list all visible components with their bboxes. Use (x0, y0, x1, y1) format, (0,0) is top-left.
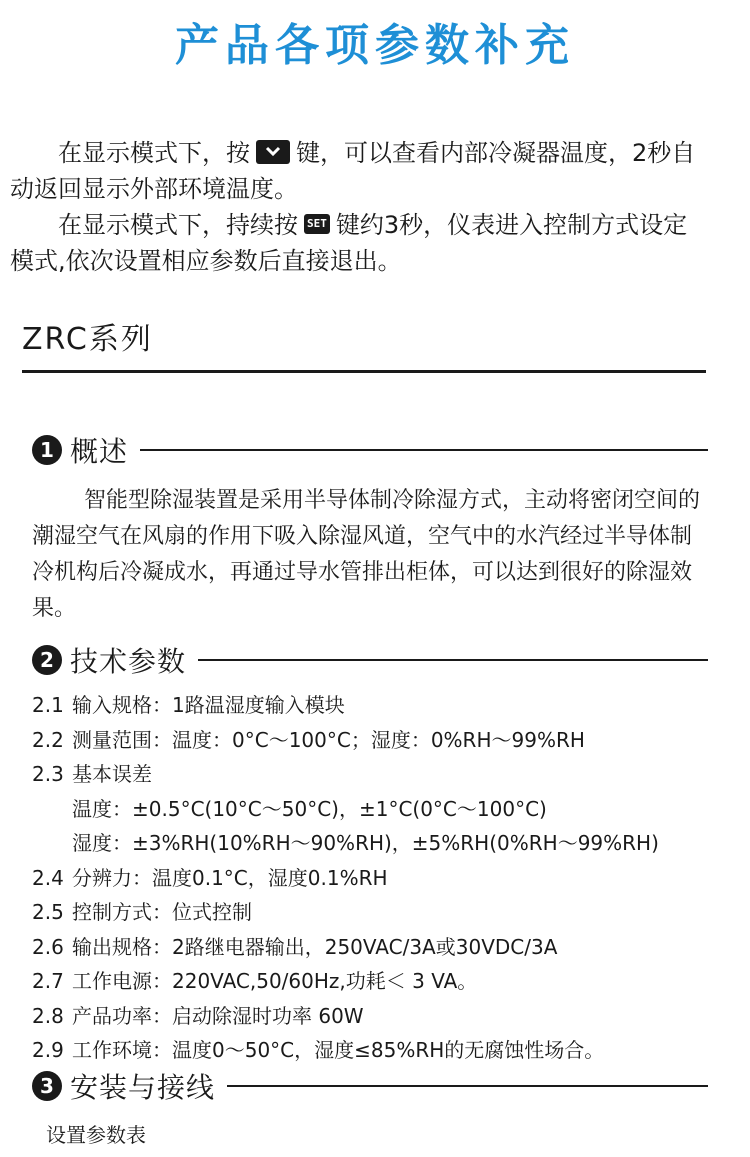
param-sub-item (32, 792, 732, 827)
param-item (32, 723, 732, 758)
param-number: 2.4 (32, 865, 64, 890)
intro-p1-before: 在显示模式下，按 (58, 139, 250, 167)
param-number: 2.9 (32, 1038, 64, 1062)
param-text: 分辨力：温度0.1°C，湿度0.1%RH (72, 865, 388, 890)
param-number: 2.8 (32, 1003, 64, 1028)
section-divider (198, 659, 708, 661)
param-item (32, 1033, 732, 1068)
section-heading-installation (32, 1066, 708, 1106)
overview-text: 智能型除湿装置是采用半导体制冷除湿方式，主动将密闭空间的潮湿空气在风扇的作用下吸入除湿风道，空气中的水汽经过半导体制冷机构后冷凝成水，再通过导水管排出柜体，可以达到很好的除湿效果。 (32, 488, 701, 621)
intro-p2-after: 键约3秒，仪表进入控制方式设定模式,依次设置相应参数后直接退出。 (10, 211, 688, 275)
param-number: 2.3 (32, 762, 64, 786)
param-item (32, 688, 732, 723)
param-sub-item (32, 826, 732, 861)
section-divider (227, 1085, 708, 1087)
param-text: 测量范围：温度：0°C～100°C；湿度：0%RH～99%RH (72, 727, 585, 752)
section-divider (140, 449, 708, 451)
param-text: 控制方式：位式控制 (72, 900, 252, 924)
intro-p2-before: 在显示模式下，持续按 (58, 211, 298, 239)
series-divider (22, 370, 706, 373)
section-heading-overview (32, 430, 708, 470)
param-text: 基本误差 (72, 762, 152, 786)
tech-params-list (32, 688, 732, 1068)
param-item (32, 861, 732, 896)
param-text: 输出规格：2路继电器输出，250VAC/3A或30VDC/3A (72, 934, 558, 959)
chevron-down-icon (256, 140, 290, 164)
param-text: 温度：±0.5°C(10°C～50°C)，±1°C(0°C～100°C) (72, 796, 547, 821)
section-number-badge: 1 (32, 435, 62, 465)
param-text: 湿度：±3%RH(10%RH～90%RH)，±5%RH(0%RH～99%RH) (72, 831, 659, 855)
section-number-badge: 2 (32, 645, 62, 675)
param-text: 工作环境：温度0～50°C，湿度≤85%RH的无腐蚀性场合。 (72, 1038, 605, 1062)
param-number: 2.6 (32, 934, 64, 959)
intro-paragraph-2 (10, 207, 710, 279)
param-item (32, 757, 732, 792)
param-text: 产品功率：启动除湿时功率 60W (72, 1003, 364, 1028)
param-number: 2.1 (32, 693, 64, 717)
param-item (32, 930, 732, 965)
param-item (32, 895, 732, 930)
section-title: 安装与接线 (70, 1071, 216, 1104)
series-title: ZRC系列 (22, 322, 153, 357)
param-number: 2.5 (32, 900, 64, 924)
table-caption: 设置参数表 (46, 1123, 146, 1147)
param-text: 输入规格：1路温湿度输入模块 (72, 693, 345, 717)
intro-paragraph-1 (10, 135, 710, 207)
section-title: 概述 (70, 435, 129, 468)
section-heading-tech-params (32, 640, 708, 680)
param-number: 2.2 (32, 727, 64, 752)
param-number: 2.7 (32, 969, 64, 993)
param-item (32, 964, 732, 999)
param-item (32, 999, 732, 1034)
intro-p1-after: 键，可以查看内部冷凝器温度，2秒自动返回显示外部环境温度。 (10, 139, 696, 203)
intro-instructions (10, 135, 710, 279)
page-title: 产品各项参数补充 (175, 20, 575, 71)
section-number-badge: 3 (32, 1071, 62, 1101)
section-title: 技术参数 (70, 645, 187, 678)
set-key-icon: SET (304, 214, 330, 234)
param-text: 工作电源：220VAC,50/60Hz,功耗＜ 3 VA。 (72, 969, 478, 993)
